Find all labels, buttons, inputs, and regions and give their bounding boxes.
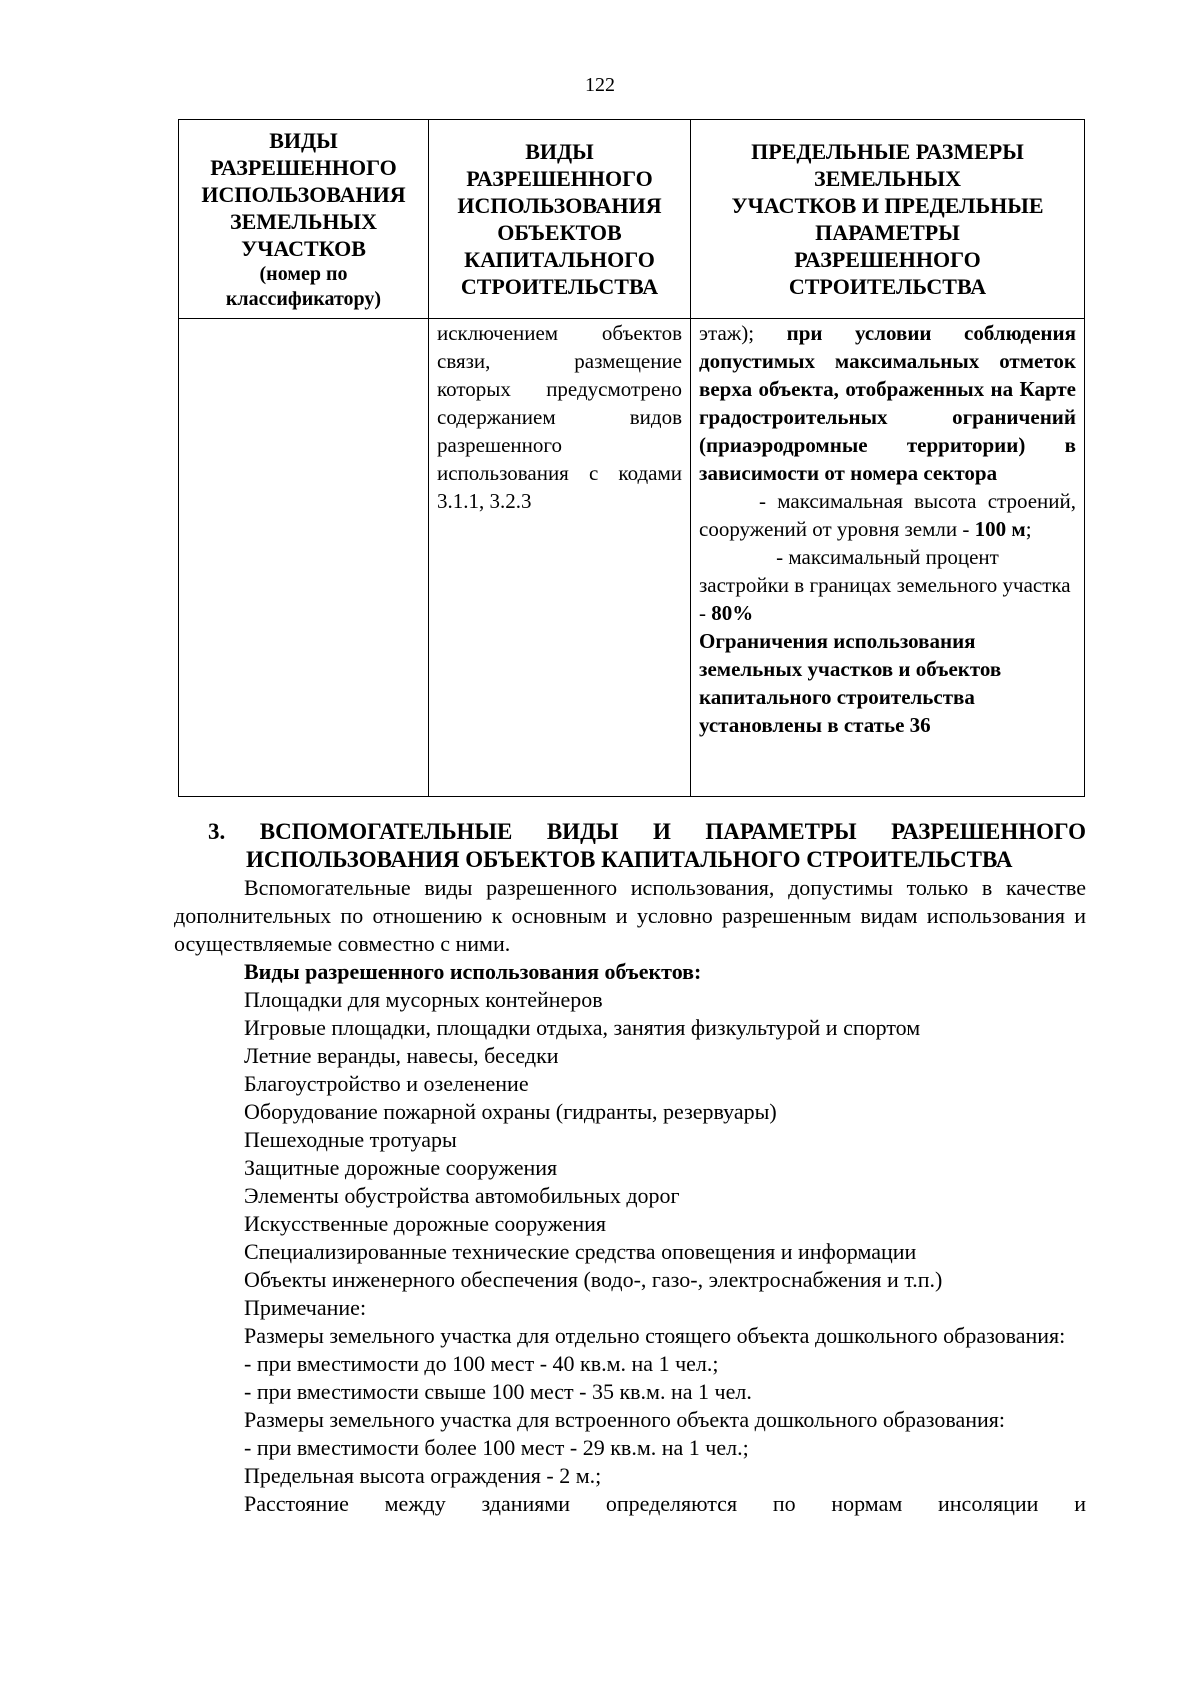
section-title xyxy=(174,818,1086,874)
header-line: СТРОИТЕЛЬСТВА xyxy=(460,274,659,299)
note-item: Предельная высота ограждения - 2 м.; xyxy=(244,1463,602,1488)
param-max-height xyxy=(699,487,1076,543)
header-limit-parameters xyxy=(691,120,1085,319)
header-capital-construction-types xyxy=(429,120,691,319)
param-coverage xyxy=(699,571,1076,627)
header-line: РАЗРЕШЕННОГО xyxy=(210,154,397,180)
header-line: УЧАСТКОВ И ПРЕДЕЛЬНЫЕ xyxy=(731,193,1044,218)
header-subline: (номер по xyxy=(259,262,348,285)
param-text: этаж); xyxy=(699,321,787,345)
note-paragraph: Размеры земельного участка для отдельно стоящего объекта дошкольного образования: xyxy=(244,1323,1066,1348)
section-title-line: 3. ВСПОМОГАТЕЛЬНЫЕ ВИДЫ И ПАРАМЕТРЫ РАЗРЕШЕННОГО xyxy=(208,819,1086,844)
header-subline: классификатору) xyxy=(225,287,382,310)
cell-land-use-empty xyxy=(179,319,429,797)
header-line: ПРЕДЕЛЬНЫЕ РАЗМЕРЫ xyxy=(751,139,1024,164)
param-sector-condition xyxy=(699,319,1076,487)
param-bold-value: 100 м xyxy=(974,517,1026,541)
header-line: ВИДЫ xyxy=(269,127,338,153)
list-item: Благоустройство и озеленение xyxy=(244,1071,529,1096)
header-line: ИСПОЛЬЗОВАНИЯ xyxy=(457,193,662,218)
param-coverage-line: - максимальный процент xyxy=(776,545,999,569)
param-text: - максимальная высота строений, сооружений от уровня земли - xyxy=(699,489,1076,541)
list-item: Игровые площадки, площадки отдыха, занятия физкультурой и спортом xyxy=(244,1015,921,1040)
list-item: Оборудование пожарной охраны (гидранты, резервуары) xyxy=(244,1099,777,1124)
header-line: ПАРАМЕТРЫ xyxy=(815,220,960,245)
list-item: Летние веранды, навесы, беседки xyxy=(244,1043,559,1068)
list-item: Площадки для мусорных контейнеров xyxy=(244,987,603,1012)
param-restrictions-note: Ограничения использования земельных участков и объектов капитального строительства установлены в статье 36 xyxy=(699,629,1002,737)
param-text: застройки в границах земельного участка - xyxy=(699,573,1071,625)
header-line: РАЗРЕШЕННОГО xyxy=(794,247,981,272)
list-item: Специализированные технические средства оповещения и информации xyxy=(244,1239,917,1264)
header-land-use-types xyxy=(179,120,429,319)
header-line: КАПИТАЛЬНОГО xyxy=(464,247,655,272)
list-item: Защитные дорожные сооружения xyxy=(244,1155,558,1180)
header-line: СТРОИТЕЛЬСТВА xyxy=(788,274,987,299)
section-subheading: Виды разрешенного использования объектов: xyxy=(244,959,702,984)
header-line: ИСПОЛЬЗОВАНИЯ xyxy=(201,181,406,207)
last-line: Расстояние между зданиями определяются по нормам инсоляции и xyxy=(244,1491,1086,1516)
header-line: ЗЕМЕЛЬНЫХ xyxy=(230,208,377,234)
param-bold-value: 80% xyxy=(711,601,754,625)
construction-types-text: исключением объектов связи, размещение которых предусмотрено содержанием видов разрешенного использования с кодами 3.1.1, 3.2.3 xyxy=(437,321,682,513)
header-line: РАЗРЕШЕННОГО xyxy=(466,166,653,191)
list-item: Объекты инженерного обеспечения (водо-, газо-, электроснабжения и т.п.) xyxy=(244,1267,943,1292)
section-3 xyxy=(174,818,1086,1518)
page-number: 122 xyxy=(585,74,615,96)
header-line: ОБЪЕКТОВ xyxy=(497,220,622,245)
note-item: - при вместимости свыше 100 мест - 35 кв.м. на 1 чел. xyxy=(244,1379,752,1404)
note-label: Примечание: xyxy=(244,1295,367,1320)
header-line: ЗЕМЕЛЬНЫХ xyxy=(814,166,961,191)
section-title-line: ИСПОЛЬЗОВАНИЯ ОБЪЕКТОВ КАПИТАЛЬНОГО СТРОИТЕЛЬСТВА xyxy=(246,847,1013,872)
note-item: - при вместимости до 100 мест - 40 кв.м. на 1 чел.; xyxy=(244,1351,719,1376)
note-item: - при вместимости более 100 мест - 29 кв.м. на 1 чел.; xyxy=(244,1435,749,1460)
list-item: Искусственные дорожные сооружения xyxy=(244,1211,606,1236)
note-paragraph: Размеры земельного участка для встроенного объекта дошкольного образования: xyxy=(244,1407,1005,1432)
cell-construction-types xyxy=(429,319,691,797)
list-item: Элементы обустройства автомобильных дорог xyxy=(244,1183,680,1208)
section-intro: Вспомогательные виды разрешенного использования, допустимы только в качестве дополнительных по отношению к основным и условно разрешенным видам использования и осуществляемые совместно с ними. xyxy=(174,875,1086,956)
param-bold-text: при условии соблюдения допустимых максимальных отметок верха объекта, отображенных на Карте градостроительных ограничений (приаэродромные территории) в зависимости от номера сектора xyxy=(699,321,1076,485)
zoning-table xyxy=(178,119,1085,797)
cell-limit-parameters xyxy=(691,319,1085,797)
param-text: ; xyxy=(1025,517,1032,541)
header-line: ВИДЫ xyxy=(525,139,594,164)
list-item: Пешеходные тротуары xyxy=(244,1127,457,1152)
header-line: УЧАСТКОВ xyxy=(241,235,366,261)
